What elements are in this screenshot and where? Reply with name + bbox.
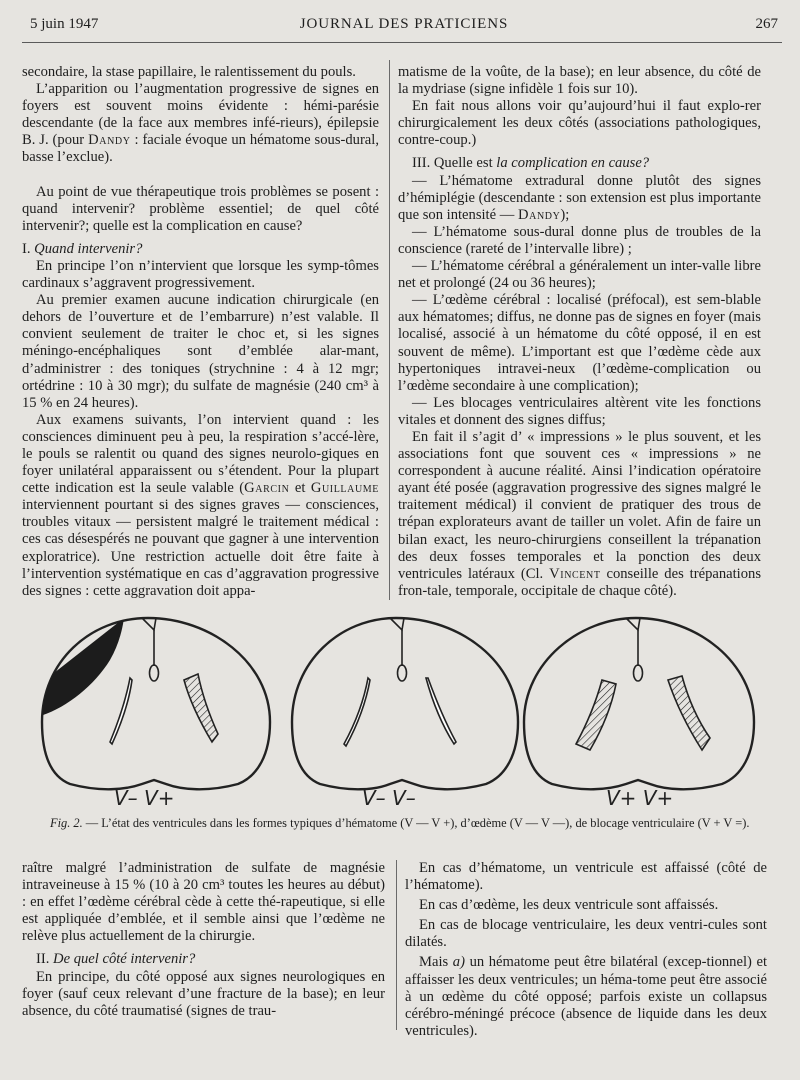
paragraph: Au point de vue thérapeutique trois problèmes se posent : quand intervenir? problème essentiel; de quel côté intervenir?; quelle est la complication en cause? <box>22 183 379 234</box>
paragraph: En cas d’œdème, les deux ventricule sont affaissés. <box>419 897 719 914</box>
brain-sections-drawing <box>30 604 790 816</box>
paragraph: Aux examens suivants, l’on intervient quand : les consciences diminuent peu à peu, la respiration s’accé-lère, le pouls se ralentit ou quand des signes neurolo-giques en foyer unilatéral apparaissent ou s’étendent. Pour la plupart cette indication est la seule valable (Garcin et Guillaume interviennent pourtant si des signes graves — consciences, troubles vitaux — persistent malgré le traitement médical : ces cas désespérés ne pouvant que gagner à une intervention exploratrice). Une restriction actuelle doit être faite à l’intervention systématique en cas d’aggravation progressive des signes : cette aggravation doit appa- <box>22 411 379 599</box>
paragraph: En fait il s’agit d’ « impressions » le plus souvent, et les associations font que souvent ces « impressions » ne correspondent à aucune réalité. Ainsi l’indication opératoire ayant été posée (aggravation progressive des signes malgré le traitement médical) il convient de pratiquer des trous de trépan explorateurs avant de tailler un volet. Afin de faire un bilan exact, les neuro-chirurgiens conseillent la trépanation des deux fosses temporales et la ponction des deux ventricules latéraux (Cl. Vincent conseille des trépanations fron-tale, temporale, occipitale de chaque côté). <box>398 428 762 599</box>
issue-date: 5 juin 1947 <box>30 16 99 32</box>
running-header <box>30 16 778 40</box>
author-name: Guillaume <box>310 480 379 497</box>
paragraph: secondaire, la stase papillaire, le ralentissement du pouls. <box>22 64 356 80</box>
author-name: Dandy <box>88 132 131 149</box>
paragraph: raître malgré l’administration de sulfate de magnésie intraveineuse à 15 % (10 à 20 cm³ toutes les heures au début) : en effet l’œdème cérébral cède à cette thé-rapeutique, si elle est appliquée d’emblée, et il semble ainsi que l’œdème ne relève plus actuellement de la chirurgie. <box>22 860 385 945</box>
column-divider <box>396 860 397 1030</box>
author-name: Dandy <box>517 206 561 223</box>
ventricle-right-collapsed <box>426 678 456 744</box>
paragraph: Au premier examen aucune indication chirurgicale (en dehors de l’ouverture et de l’embarrure) n’est valable. Il convient seulement de traiter le choc et, si les signes méningo-encéphaliques sont d’emblée alar-mant, d’administrer : des toniques (strychnine : 4 à 12 mgr; ortédrine : 10 à 30 mgr); du sulfate de magnésie (240 cm³ à 15 % en 24 heures). <box>22 292 379 411</box>
ventricle-label: V– V+ <box>114 786 175 810</box>
paragraph: matisme de la voûte, de la base); en leur absence, du côté de la mydriase (signe infidèle 1 fois sur 10). <box>398 64 761 98</box>
paragraph: — L’hématome sous-dural donne plus de troubles de la conscience (rareté de l’intervalle libre) ; <box>398 223 761 257</box>
column-top-left <box>22 64 379 600</box>
paragraph: — L’hématome cérébral a généralement un inter-valle libre net et prolongé (24 ou 36 heures); <box>398 258 761 292</box>
column-divider <box>389 60 390 600</box>
author-name: Garcin <box>244 480 290 497</box>
section-heading: III. Quelle est la complication en cause? <box>412 155 650 172</box>
paragraph: En principe l’on n’intervient que lorsque les symp-tômes cardinaux s’aggravent progressivement. <box>22 257 379 292</box>
column-bottom-left <box>22 860 385 1020</box>
paragraph: Mais a) un hématome peut être bilatéral (excep-tionnel) et affaisser les deux ventricules; un héma-tome peut être associé à un œdème du côté opposé; parfois existe un collapsus cérébro-méningé précoce (absence de liquide dans les deux ventricules). <box>405 954 768 1039</box>
paragraph: — L’hématome extradural donne plutôt des signes d’hémiplégie (descendante : son extension est plus importante que son intensité — Dandy); <box>398 172 761 223</box>
column-bottom-right <box>405 860 767 1040</box>
paragraph: En principe, du côté opposé aux signes neurologiques en foyer (sauf ceux relevant d’une fracture de la base); en leur absence, du côté traumatisé (signes de trau- <box>22 968 385 1019</box>
paragraph: — L’œdème cérébral : localisé (préfocal), est sem-blable aux hématomes; diffus, ne donne pas de signes en foyer (mais localisé, associé à un hématome du côté opposé, il en est souvent de même). L’important est que l’œdème cède aux hypertoniques intravei-neux (l’œdème-complication ou l’œdème secondaire à une complication); <box>398 292 761 394</box>
journal-title: JOURNAL DES PRATICIENS <box>299 16 509 32</box>
figure-ventricles <box>30 604 790 816</box>
section-heading: I. Quand intervenir? <box>22 240 143 257</box>
page-number: 267 <box>755 16 778 32</box>
paragraph: L’apparition ou l’augmentation progressive de signes en foyers est souvent moins évidente : hémi-parésie descendante (de la face aux membres infé-rieurs), épilepsie B. J. (pour Dandy : faciale évoque un hématome sous-dural, basse l’exclue). <box>22 81 379 166</box>
brain-section-oedema <box>292 618 518 789</box>
ventricle-left-collapsed <box>110 678 132 744</box>
ventricle-left-dilated <box>576 680 616 750</box>
hematoma-mass <box>40 618 124 716</box>
ventricle-label: V– V– <box>362 786 416 810</box>
ventricle-right-dilated <box>668 676 710 750</box>
paragraph: En cas d’hématome, un ventricule est affaissé (côté de l’hématome). <box>405 860 767 894</box>
paragraph: En fait nous allons voir qu’aujourd’hui il faut explo-rer chirurgicalement les deux côtés (associations pathologiques, contre-coup.) <box>398 98 761 149</box>
brain-section-hematoma <box>40 618 270 789</box>
section-heading: II. De quel côté intervenir? <box>36 951 196 968</box>
ventricle-label: V+ V+ <box>606 786 674 810</box>
brain-section-block <box>524 618 754 789</box>
paragraph: — Les blocages ventriculaires altèrent vite les fonctions vitales et donnent des signes diffus; <box>398 394 761 428</box>
figure-caption: Fig. 2. — L’état des ventricules dans les formes typiques d’hématome (V — V +), d’œdème (V — V —), de blocage ventriculaire (V + V =). <box>50 816 750 830</box>
column-top-right <box>398 64 761 600</box>
ventricle-right-dilated <box>184 674 218 742</box>
ventricle-left-collapsed <box>344 678 370 746</box>
author-name: Vincent <box>549 565 601 582</box>
header-rule <box>22 42 782 43</box>
paragraph: En cas de blocage ventriculaire, les deux ventri-cules sont dilatés. <box>405 917 767 951</box>
